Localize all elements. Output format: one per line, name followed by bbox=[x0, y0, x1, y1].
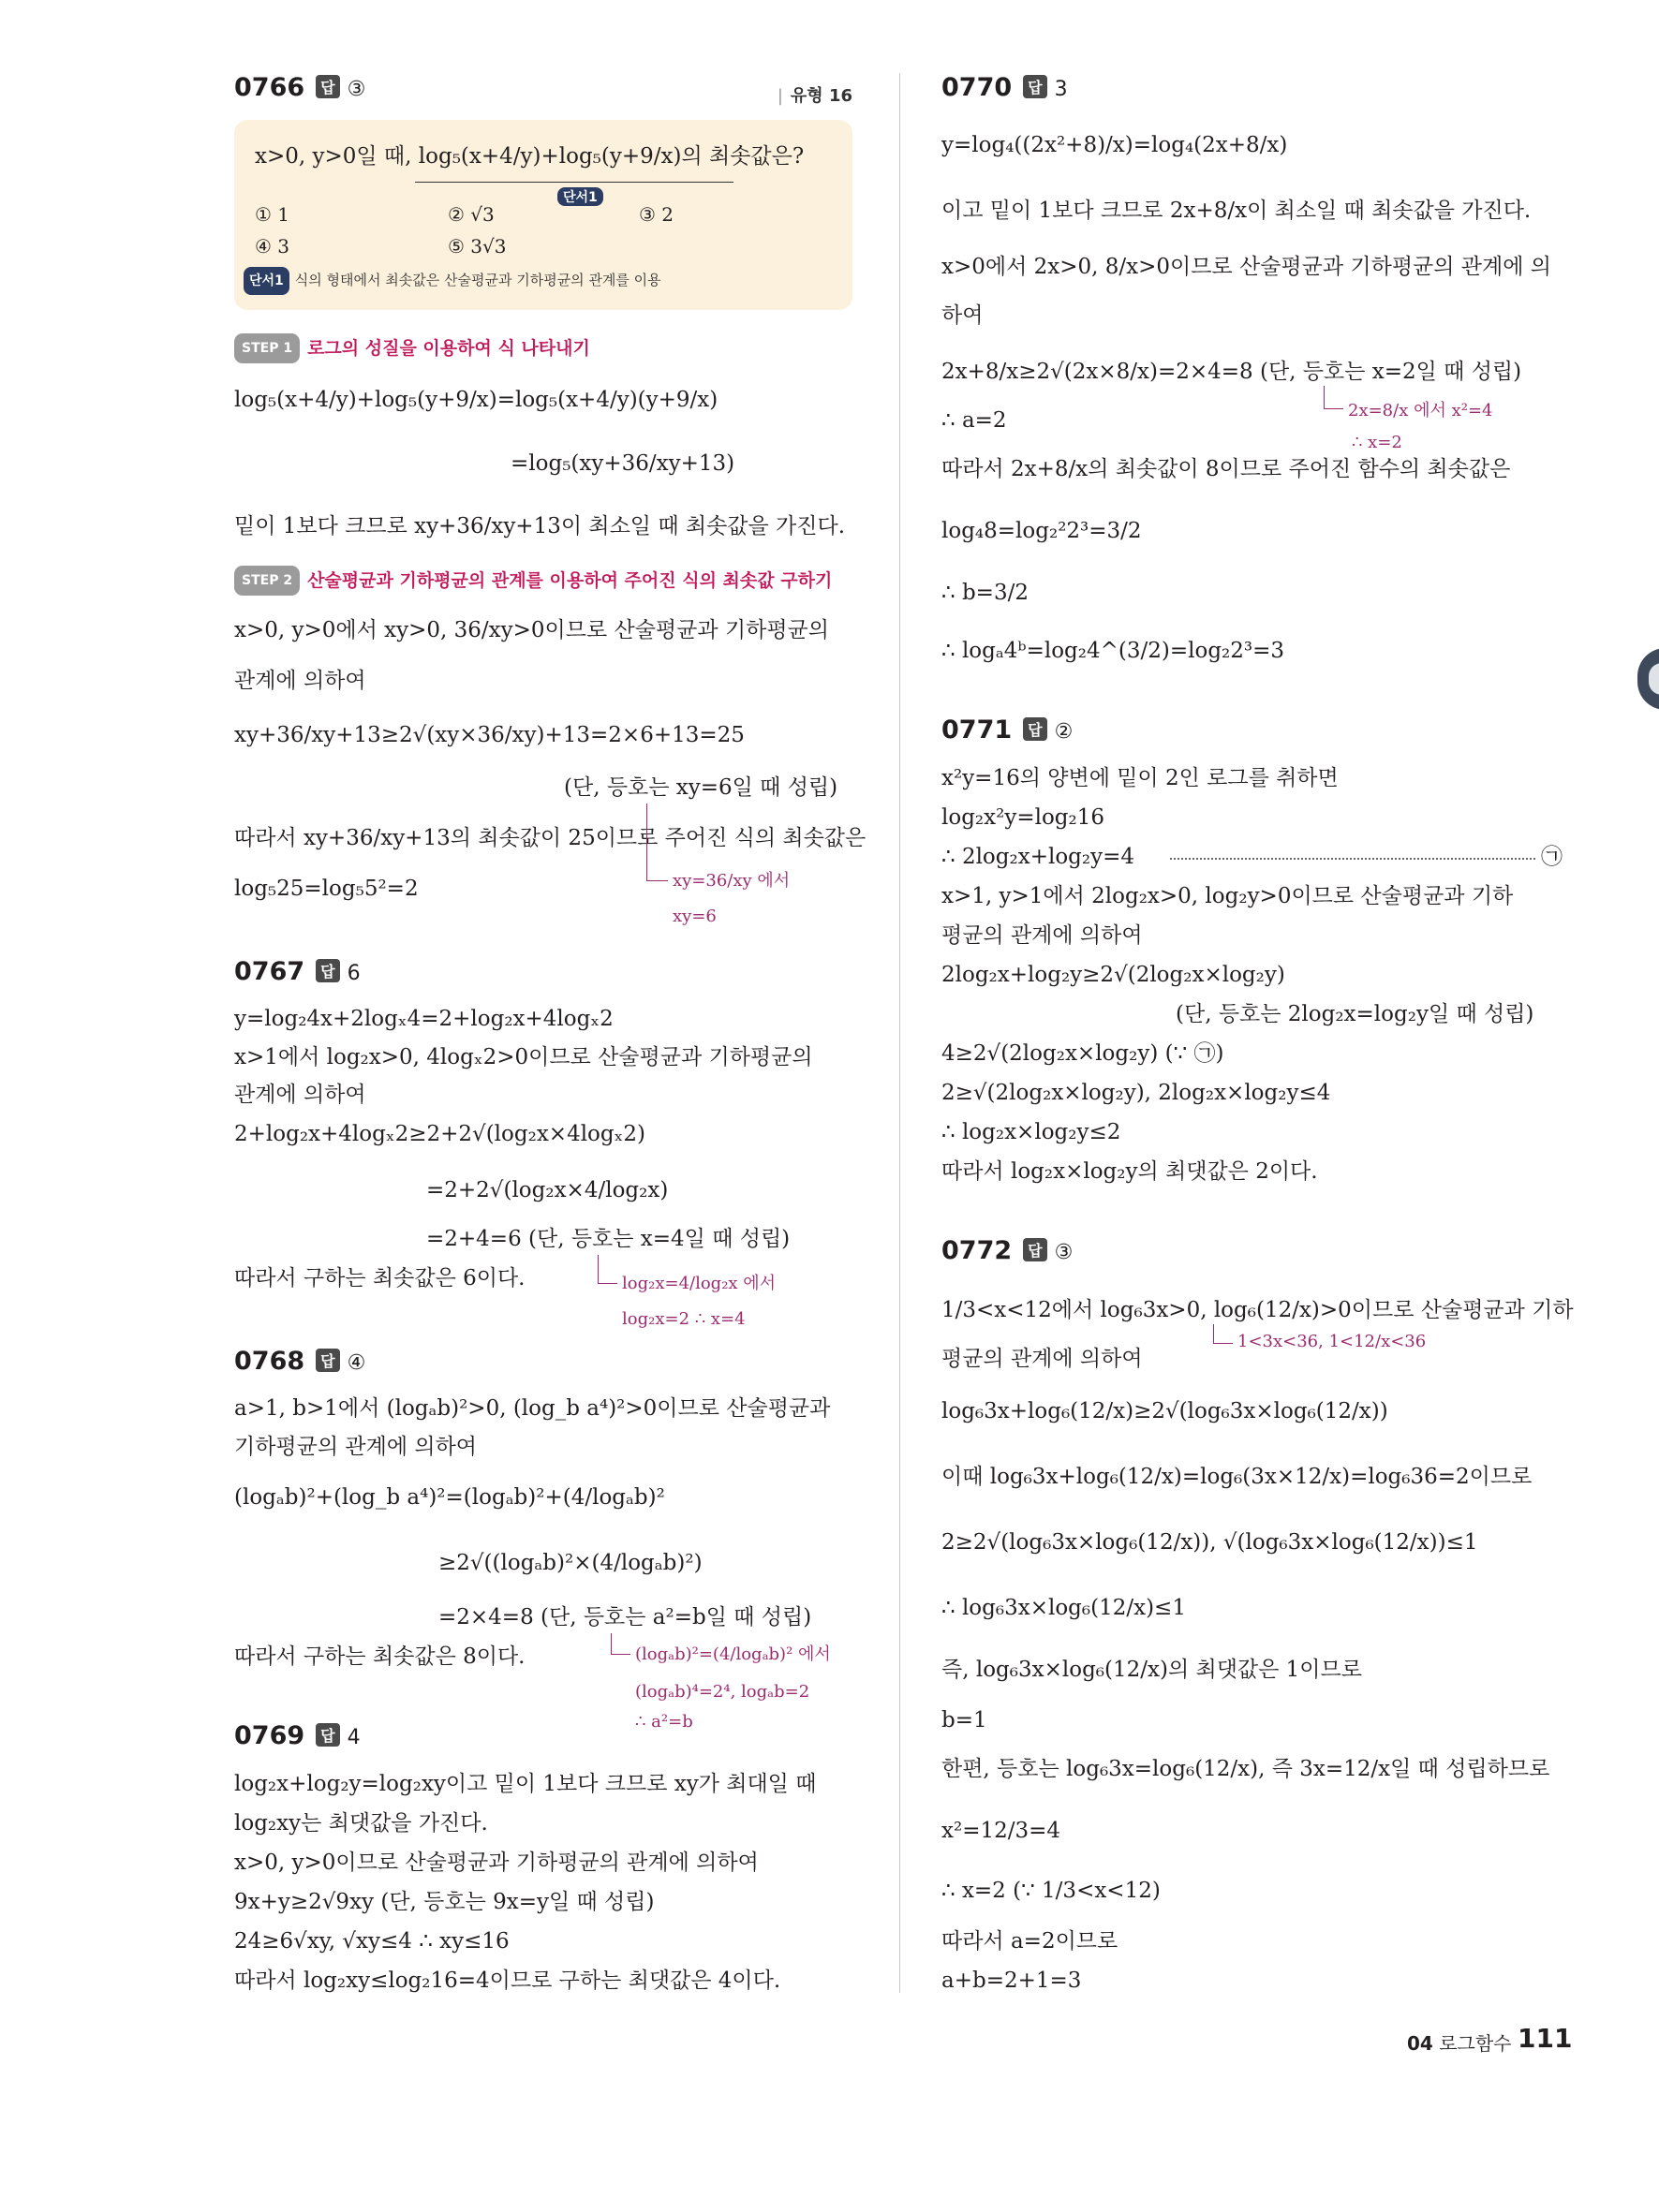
annotation-arrow bbox=[598, 1255, 617, 1284]
question-text: x>0, y>0일 때, log₅(x+4/y)+log₅(y+9/x)의 최솟값은? bbox=[255, 144, 805, 169]
solution-line: 기하평균의 관계에 의하여 bbox=[234, 1435, 478, 1459]
problem-number: 0769 bbox=[234, 1721, 305, 1750]
solution-line: 1/3<x<12에서 log₆3x>0, log₆(12/x)>0이므로 산술평균과 기하 bbox=[941, 1298, 1574, 1322]
solution-line: ∴ 2log₂x+log₂y=4 bbox=[941, 845, 1135, 869]
hint-text: 식의 형태에서 최솟값은 산술평균과 기하평균의 관계를 이용 bbox=[294, 272, 661, 288]
solution-line: 따라서 xy+36/xy+13의 최솟값이 25이므로 주어진 식의 최솟값은 bbox=[234, 826, 867, 850]
annotation-note: 1<3x<36, 1<12/x<36 bbox=[1237, 1332, 1427, 1351]
solution-line: ∴ log₆3x×log₆(12/x)≤1 bbox=[941, 1596, 1186, 1620]
step2-heading bbox=[234, 566, 832, 596]
annotation-arrow bbox=[1213, 1324, 1233, 1344]
solution-line: 평균의 관계에 의하여 bbox=[941, 1347, 1143, 1371]
solution-line: 2≥2√(log₆3x×log₆(12/x)), √(log₆3x×log₆(12/x))≤1 bbox=[941, 1530, 1478, 1555]
solution-line: ≥2√((logₐb)²×(4/logₐb)²) bbox=[438, 1551, 703, 1575]
annotation-note: 2x=8/x 에서 x²=4 bbox=[1348, 401, 1493, 420]
annotation-note: xy=6 bbox=[673, 907, 717, 926]
annotation-note: log₂x=4/log₂x 에서 bbox=[622, 1274, 777, 1293]
solution-line: x>0, y>0에서 xy>0, 36/xy>0이므로 산술평균과 기하평균의 bbox=[234, 618, 829, 642]
answer-tag: 답 bbox=[316, 959, 339, 982]
step1-text: 로그의 성질을 이용하여 식 나타내기 bbox=[307, 338, 590, 359]
solution-line: 따라서 구하는 최솟값은 6이다. bbox=[234, 1266, 526, 1290]
solution-line: a>1, b>1에서 (logₐb)²>0, (log_b a⁴)²>0이므로 산술평균과 bbox=[234, 1396, 831, 1421]
solution-line: 평균의 관계에 의하여 bbox=[941, 923, 1143, 948]
question-underline bbox=[415, 182, 733, 183]
answer-value: 6 bbox=[347, 962, 361, 985]
step1-heading bbox=[234, 333, 590, 363]
column-divider bbox=[899, 73, 900, 1993]
problem-number: 0767 bbox=[234, 957, 305, 986]
solution-line: log₄8=log₂²2³=3/2 bbox=[941, 519, 1142, 543]
answer-tag: 답 bbox=[1023, 1238, 1046, 1261]
solution-line: (단, 등호는 xy=6일 때 성립) bbox=[564, 775, 838, 800]
solution-line: log₅25=log₅5²=2 bbox=[234, 877, 419, 901]
problem-number: 0766 bbox=[234, 73, 305, 102]
solution-line: (logₐb)²+(log_b a⁴)²=(logₐb)²+(4/logₐb)² bbox=[234, 1485, 665, 1510]
hint-label: 단서1 bbox=[244, 267, 289, 295]
answer-value: ③ bbox=[1054, 1241, 1074, 1264]
answer-tag: 답 bbox=[1023, 75, 1046, 98]
choice-1: ① 1 bbox=[255, 203, 290, 226]
annotation-note: (logₐb)⁴=2⁴, logₐb=2 bbox=[635, 1682, 810, 1702]
hint-line bbox=[244, 264, 661, 295]
step2-tag: STEP 2 bbox=[234, 566, 300, 596]
footer-chapter bbox=[1407, 2028, 1511, 2056]
solution-line: x²y=16의 양변에 밑이 2인 로그를 취하면 bbox=[941, 766, 1339, 790]
equation-marker: ㉠ bbox=[1541, 845, 1563, 869]
solution-line: y=log₂4x+2logₓ4=2+log₂x+4logₓ2 bbox=[234, 1007, 614, 1031]
chapter-name: 로그함수 bbox=[1439, 2032, 1512, 2055]
annotation-arrow bbox=[646, 804, 668, 881]
solution-line: 24≥6√xy, √xy≤4 ∴ xy≤16 bbox=[234, 1929, 510, 1954]
solution-line: log₂x²y=log₂16 bbox=[941, 805, 1105, 830]
solution-line: log₂xy는 최댓값을 가진다. bbox=[234, 1811, 488, 1836]
annotation-note: log₂x=2 ∴ x=4 bbox=[622, 1309, 746, 1329]
solution-line: =log₅(xy+36/xy+13) bbox=[511, 451, 735, 476]
solution-line: xy+36/xy+13≥2√(xy×36/xy)+13=2×6+13=25 bbox=[234, 723, 745, 747]
problem-number: 0771 bbox=[941, 715, 1013, 745]
answer-value: ④ bbox=[347, 1351, 366, 1375]
answer-value: 3 bbox=[1054, 78, 1068, 101]
step1-tag: STEP 1 bbox=[234, 333, 300, 363]
solution-line: 따라서 구하는 최솟값은 8이다. bbox=[234, 1644, 526, 1669]
answer-tag: 답 bbox=[316, 1349, 339, 1372]
solution-line: =2+2√(log₂x×4/log₂x) bbox=[426, 1178, 669, 1202]
answer-value: ③ bbox=[347, 78, 366, 101]
solution-line: log₆3x+log₆(12/x)≥2√(log₆3x×log₆(12/x)) bbox=[941, 1399, 1388, 1423]
solution-line: (단, 등호는 2log₂x=log₂y일 때 성립) bbox=[1176, 1002, 1534, 1026]
solution-line: 2log₂x+log₂y≥2√(2log₂x×log₂y) bbox=[941, 963, 1285, 987]
choice-2: ② √3 bbox=[448, 203, 495, 226]
answer-tag: 답 bbox=[1023, 717, 1046, 741]
solution-line: =2×4=8 (단, 등호는 a²=b일 때 성립) bbox=[438, 1605, 812, 1630]
problem-0771-header bbox=[941, 715, 1073, 745]
solution-line: 이때 log₆3x+log₆(12/x)=log₆(3x×12/x)=log₆36=2이므로 bbox=[941, 1465, 1533, 1489]
solution-line: x²=12/3=4 bbox=[941, 1819, 1061, 1843]
hint-marker: 단서1 bbox=[557, 187, 603, 206]
solution-line: 9x+y≥2√9xy (단, 등호는 9x=y일 때 성립) bbox=[234, 1890, 655, 1914]
solution-line: a+b=2+1=3 bbox=[941, 1969, 1082, 1993]
problem-0767-header bbox=[234, 957, 361, 986]
solution-line: 2x+8/x≥2√(2x×8/x)=2×4=8 (단, 등호는 x=2일 때 성립) bbox=[941, 360, 1522, 384]
solution-line: =2+4=6 (단, 등호는 x=4일 때 성립) bbox=[426, 1227, 791, 1251]
problem-number: 0768 bbox=[234, 1347, 305, 1376]
problem-0768-header bbox=[234, 1347, 365, 1376]
annotation-note: (logₐb)²=(4/logₐb)² 에서 bbox=[635, 1644, 831, 1664]
annotation-note: ∴ x=2 bbox=[1352, 433, 1402, 452]
problem-type-tag: | 유형 16 bbox=[778, 82, 852, 107]
solution-line: 2+log₂x+4logₓ2≥2+2√(log₂x×4logₓ2) bbox=[234, 1122, 645, 1146]
solution-line: y=log₄((2x²+8)/x)=log₄(2x+8/x) bbox=[941, 133, 1288, 157]
solution-line: x>1에서 log₂x>0, 4logₓ2>0이므로 산술평균과 기하평균의 bbox=[234, 1045, 813, 1069]
problem-number: 0770 bbox=[941, 73, 1013, 102]
annotation-note: xy=36/xy 에서 bbox=[673, 871, 791, 891]
solution-line: x>1, y>1에서 2log₂x>0, log₂y>0이므로 산술평균과 기하 bbox=[941, 884, 1514, 908]
answer-tag: 답 bbox=[316, 1723, 339, 1747]
answer-value: 4 bbox=[347, 1726, 361, 1749]
solution-line: 따라서 log₂x×log₂y의 최댓값은 2이다. bbox=[941, 1159, 1318, 1184]
solution-line: x>0, y>0이므로 산술평균과 기하평균의 관계에 의하여 bbox=[234, 1851, 759, 1875]
step2-text: 산술평균과 기하평균의 관계를 이용하여 주어진 식의 최솟값 구하기 bbox=[307, 570, 833, 591]
solution-line: ∴ b=3/2 bbox=[941, 581, 1029, 605]
solution-line: 관계에 의하여 bbox=[234, 1083, 366, 1107]
chapter-side-tab bbox=[1637, 648, 1659, 710]
problem-0772-header bbox=[941, 1236, 1073, 1265]
answer-tag: 답 bbox=[316, 75, 339, 98]
solution-line: 밑이 1보다 크므로 xy+36/xy+13이 최소일 때 최솟값을 가진다. bbox=[234, 514, 846, 538]
solution-line: 관계에 의하여 bbox=[234, 669, 366, 693]
choice-4: ④ 3 bbox=[255, 235, 290, 258]
choice-3: ③ 2 bbox=[639, 203, 674, 226]
annotation-note: ∴ a²=b bbox=[635, 1712, 693, 1732]
answer-value: ② bbox=[1054, 720, 1074, 744]
solution-line: 따라서 a=2이므로 bbox=[941, 1929, 1118, 1954]
solution-line: 따라서 log₂xy≤log₂16=4이므로 구하는 최댓값은 4이다. bbox=[234, 1969, 781, 1993]
annotation-arrow bbox=[1324, 386, 1343, 409]
solution-line: x>0에서 2x>0, 8/x>0이므로 산술평균과 기하평균의 관계에 의 bbox=[941, 255, 1551, 279]
solution-line: 4≥2√(2log₂x×log₂y) (∵ ㉠) bbox=[941, 1041, 1224, 1066]
solution-line: ∴ logₐ4ᵇ=log₂4^(3/2)=log₂2³=3 bbox=[941, 639, 1285, 663]
problem-0766-header bbox=[234, 73, 365, 102]
choice-5: ⑤ 3√3 bbox=[448, 235, 507, 258]
solution-line: b=1 bbox=[941, 1708, 987, 1733]
problem-0770-header bbox=[941, 73, 1068, 102]
problem-number: 0772 bbox=[941, 1236, 1013, 1265]
solution-line: 즉, log₆3x×log₆(12/x)의 최댓값은 1이므로 bbox=[941, 1658, 1362, 1682]
solution-line: ∴ a=2 bbox=[941, 408, 1007, 433]
solution-line: 한편, 등호는 log₆3x=log₆(12/x), 즉 3x=12/x일 때 성립하므로 bbox=[941, 1757, 1550, 1781]
solution-line: 하여 bbox=[941, 303, 984, 328]
solution-line: log₅(x+4/y)+log₅(y+9/x)=log₅(x+4/y)(y+9/x) bbox=[234, 388, 718, 412]
solution-line: ∴ x=2 (∵ 1/3<x<12) bbox=[941, 1879, 1161, 1903]
solution-line: 2≥√(2log₂x×log₂y), 2log₂x×log₂y≤4 bbox=[941, 1081, 1331, 1105]
solution-line: 따라서 2x+8/x의 최솟값이 8이므로 주어진 함수의 최솟값은 bbox=[941, 457, 1511, 481]
chapter-number: 04 bbox=[1407, 2032, 1433, 2055]
solution-line: 이고 밑이 1보다 크므로 2x+8/x이 최소일 때 최솟값을 가진다. bbox=[941, 199, 1532, 223]
solution-line: log₂x+log₂y=log₂xy이고 밑이 1보다 크므로 xy가 최대일 때 bbox=[234, 1772, 817, 1796]
question-box bbox=[234, 120, 852, 310]
dotted-leader bbox=[1170, 858, 1535, 860]
problem-0769-header bbox=[234, 1721, 361, 1750]
annotation-arrow bbox=[611, 1633, 630, 1655]
solution-line: ∴ log₂x×log₂y≤2 bbox=[941, 1120, 1121, 1144]
page-number: 111 bbox=[1518, 2023, 1573, 2054]
